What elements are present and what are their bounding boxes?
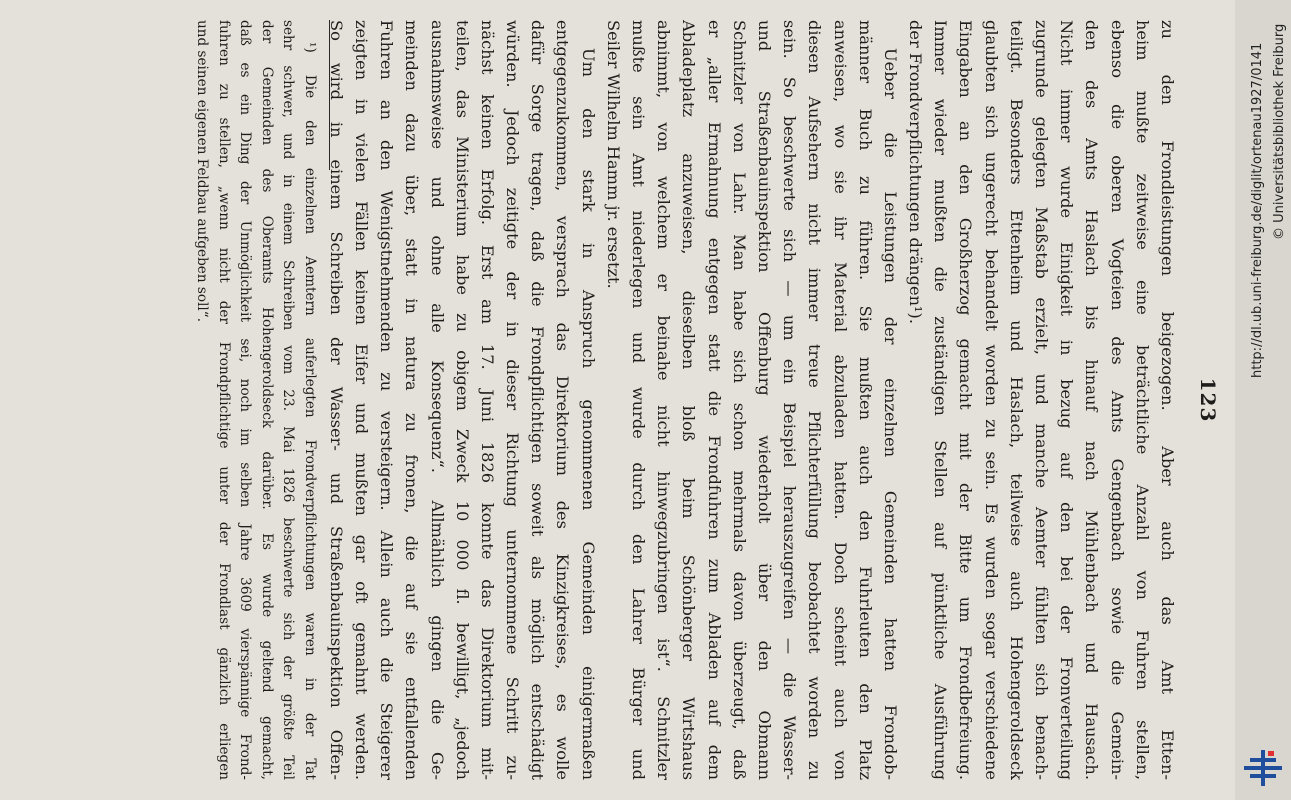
text-line: teilen, das Ministerium habe zu obigem Zweck 10 000 fl. bewilligt, „jedoch xyxy=(452,20,472,780)
text-line: teiligt. Besonders Ettenheim und Haslach, teilweise auch Hohengeroldseck xyxy=(1006,20,1026,780)
library-logo-icon xyxy=(1242,748,1284,788)
text-line: So wird in einem Schreiben der Wasser- und Straßenbauinspektion Offen- xyxy=(326,20,346,780)
text-line: zu den Frondleistungen beigezogen. Aber auch das Amt Etten- xyxy=(1158,20,1177,780)
text-line: heim mußte zeitweise eine beträchtliche Anzahl von Fuhren stellen, xyxy=(1132,20,1152,780)
footnote-line: der Gemeinden des Oberamts Hohengeroldseck darüber. Es wurde geltend gemacht, xyxy=(259,20,275,780)
footnote-line: sehr schwer, und in einem Schreiben vom 23. Mai 1826 beschwerte sich der größte Teil xyxy=(280,20,297,780)
text-line: Abladeplatz anzuweisen, dieselben bloß beim Schönberger Wirtshaus xyxy=(679,20,699,780)
text-line: würden. Jedoch zeitigte der in dieser Richtung unternommene Schritt zu- xyxy=(503,20,523,780)
text-line: mußte sein Amt niederlegen und wurde durch den Lahrer Bürger und xyxy=(629,20,649,780)
footnote-line: ¹) Die den einzelnen Aemtern auferlegten Frondverpflichtungen waren in der Tat xyxy=(302,42,318,780)
text-line: er „aller Ermahnung entgegen statt die Frondfuhren zum Abladen auf dem xyxy=(704,20,724,780)
footnote-rule xyxy=(329,20,330,170)
main-text xyxy=(324,20,1180,780)
text-line: Nicht immer wurde Einigkeit in bezug auf den bei der Fronverteilung xyxy=(1057,20,1077,780)
text-line: Um den stark in Anspruch genommenen Gemeinden einigermaßen xyxy=(578,48,598,780)
text-line: zugrunde gelegten Maßstab erzielt, und manche Aemter fühlten sich benach- xyxy=(1032,20,1052,780)
text-line: entgegenzukommen, versprach das Direktorium des Kinzigkreises, es wolle xyxy=(553,20,573,780)
text-line: männer Buch zu führen. Sie mußten auch den Fuhrleuten den Platz xyxy=(855,20,875,780)
text-line: Seiler Wilhelm Hamm jr. ersetzt. xyxy=(603,20,623,289)
footnote-line: daß es ein Ding der Unmöglichkeit sei, noch im selben Jahre 3609 vierspännige Frond- xyxy=(237,20,254,780)
footnote-line: und seinen eigenen Feldbau aufgeben soll“. xyxy=(194,20,211,323)
text-line: Immer wieder mußten die zuständigen Stellen auf pünktliche Ausführung xyxy=(931,20,951,780)
text-line: nächst keinen Erfolg. Erst am 17. Juni 1826 konnte das Direktorium mit- xyxy=(477,20,497,780)
source-url[interactable]: http://dl.ub.uni-freiburg.de/diglit/ortenau1927/0141 xyxy=(1250,42,1265,378)
text-line: meinden dazu über, statt in natura zu fronen, die auf sie entfallenden xyxy=(402,20,422,780)
copyright-notice: © Universitätsbibliothek Freiburg xyxy=(1272,23,1287,240)
page-number: 123 xyxy=(1196,377,1220,423)
text-line: diesen Aufsehern nicht immer treue Pflichterfüllung beobachtet worden zu xyxy=(805,20,825,780)
text-line: Fuhren an den Wenigstnehmenden zu versteigern. Allein auch die Steigerer xyxy=(377,20,397,780)
text-line: zeigten in vielen Fällen keinen Eifer und mußten gar oft gemahnt werden. xyxy=(352,20,371,780)
text-line: glaubten sich ungerecht behandelt worden zu sein. Es wurden sogar verschiedene xyxy=(981,20,1001,780)
text-line: ausnahmsweise und ohne alle Konsequenz“. Allmählich gingen die Ge- xyxy=(427,20,447,780)
text-line: anweisen, wo sie ihr Material abzuladen hatten. Doch scheint auch von xyxy=(830,20,850,780)
rotated-text-page xyxy=(50,10,1230,790)
text-line: Schnitzler von Lahr. Man habe sich schon mehrmals davon überzeugt, daß xyxy=(729,20,749,780)
text-line: Ueber die Leistungen der einzelnen Gemeinden hatten Frondob- xyxy=(880,48,900,780)
text-line: abnimmt, von welchem er beinahe nicht hinwegzubringen ist“. Schnitzler xyxy=(654,20,674,780)
text-line: sein. So beschwerte sich — um ein Beispiel herauszugreifen — die Wasser- xyxy=(780,20,800,780)
text-line: und Straßenbauinspektion Offenburg wiederholt über den Obmann xyxy=(755,20,774,780)
text-line: den des Amts Haslach bis hinauf nach Mühlenbach und Hausach. xyxy=(1082,20,1102,780)
text-line: dafür Sorge tragen, daß die Frondpflichtigen soweit als möglich entschädigt xyxy=(528,20,548,780)
footnote-line: fuhren zu stellen, „wenn nicht der Frondpflichtige unter der Frondlast gänzlich erliegen xyxy=(216,20,232,780)
footnote-text xyxy=(191,20,320,780)
text-line: ebenso die oberen Vogteien des Amts Gengenbach sowie die Gemein- xyxy=(1107,20,1127,780)
logo-stem xyxy=(1261,750,1265,786)
text-line: der Frondverpflichtungen drängen¹). xyxy=(906,20,926,324)
logo-accent xyxy=(1268,751,1274,756)
text-line: Eingaben an den Großherzog gemacht mit der Bitte um Frondbefreiung. xyxy=(956,20,976,780)
